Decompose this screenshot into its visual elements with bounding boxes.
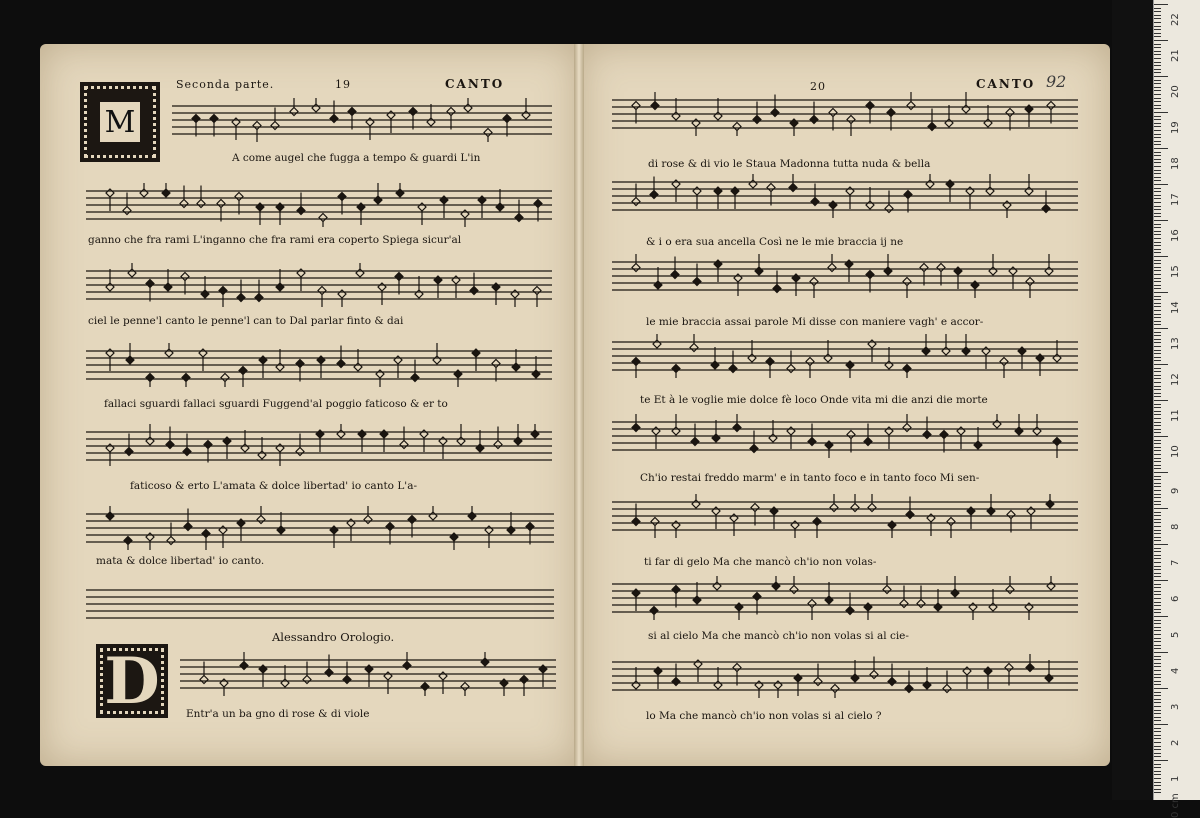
lyric-line: ciel le penne'l canto le penne'l can to Dal parlar finto & dai [88, 315, 404, 327]
ruler-tick [1154, 569, 1161, 570]
ruler-tick [1154, 616, 1168, 617]
ruler-tick [1154, 738, 1161, 739]
ruler-tick [1154, 90, 1161, 91]
ruler-tick [1154, 94, 1161, 95]
ruler-tick [1154, 681, 1161, 682]
ruler-tick [1154, 119, 1161, 120]
ruler-tick [1154, 141, 1161, 142]
music-staff [86, 343, 552, 387]
ruler-tick [1154, 44, 1161, 45]
ruler-tick [1154, 242, 1161, 243]
music-staff [612, 654, 1078, 698]
ruler-tick [1154, 756, 1161, 757]
ruler-tick [1154, 594, 1161, 595]
music-staff [310, 506, 554, 550]
ruler-tick [1154, 724, 1168, 725]
ruler-label: 6 [1170, 595, 1181, 602]
ruler-tick [1154, 760, 1168, 761]
ruler-tick [1154, 674, 1161, 675]
ruler-label: 15 [1170, 265, 1181, 278]
ruler-tick [1154, 634, 1161, 635]
ruler-label: 22 [1170, 13, 1181, 26]
ruler-tick [1154, 414, 1161, 415]
header-canto-right: CANTO [976, 77, 1036, 91]
ruler-tick [1154, 710, 1161, 711]
ruler-tick [1154, 29, 1161, 30]
ruler-label: 2 [1170, 739, 1181, 746]
ruler-tick [1154, 170, 1161, 171]
ruler-tick [1154, 652, 1168, 653]
ruler-tick [1154, 717, 1161, 718]
ruler-tick [1154, 206, 1161, 207]
ruler-tick [1154, 508, 1168, 509]
page-number-left: 19 [335, 78, 351, 91]
ruler-tick [1154, 785, 1161, 786]
ruler-tick [1154, 656, 1161, 657]
ruler-tick [1154, 263, 1161, 264]
ruler-tick [1154, 314, 1161, 315]
header-canto-left: CANTO [445, 77, 505, 91]
ruler-tick [1154, 346, 1161, 347]
ruler-tick [1154, 357, 1161, 358]
ruler-tick [1154, 638, 1161, 639]
ruler-tick [1154, 364, 1168, 365]
lyric-line: faticoso & erto L'amata & dolce libertad' io canto L'a- [130, 480, 418, 492]
ruler-tick [1154, 382, 1161, 383]
ruler-tick [1154, 393, 1161, 394]
music-staff [612, 334, 1078, 378]
ruler-tick [1154, 98, 1161, 99]
ruler-tick [1154, 281, 1161, 282]
lyric-line: le mie braccia assai parole Mi disse con maniere vagh' e accor- [646, 316, 984, 328]
ruler-tick [1154, 677, 1161, 678]
ruler-label: 13 [1170, 337, 1181, 350]
ruler-tick [1154, 123, 1161, 124]
ruler-tick [1154, 76, 1168, 77]
ruler-tick [1154, 270, 1161, 271]
ruler-tick [1154, 720, 1161, 721]
ruler-tick [1154, 4, 1168, 5]
ruler-tick [1154, 296, 1161, 297]
ruler-tick [1154, 771, 1161, 772]
measurement-ruler [1153, 0, 1200, 818]
ruler-tick [1154, 504, 1161, 505]
composer-name: Alessandro Orologio. [272, 630, 395, 644]
ruler-tick [1154, 746, 1161, 747]
ruler-tick [1154, 278, 1161, 279]
frame-edge [1112, 0, 1154, 800]
ruler-tick [1154, 692, 1161, 693]
ruler-tick [1154, 684, 1161, 685]
ruler-tick [1154, 245, 1161, 246]
ruler-tick [1154, 400, 1168, 401]
ruler-tick [1154, 231, 1161, 232]
ruler-tick [1154, 249, 1161, 250]
ruler-tick [1154, 353, 1161, 354]
ruler-tick [1154, 728, 1161, 729]
ruler-tick [1154, 490, 1161, 491]
ruler-tick [1154, 735, 1161, 736]
ruler-label: 4 [1170, 667, 1181, 674]
ruler-tick [1154, 587, 1161, 588]
ruler-tick [1154, 299, 1161, 300]
decorated-initial-d [96, 644, 168, 718]
ruler-tick [1154, 447, 1161, 448]
ruler-label: 14 [1170, 301, 1181, 314]
ruler-tick [1154, 461, 1161, 462]
lyric-line: ganno che fra rami L'inganno che fra rami era coperto Spiega sicur'al [88, 234, 462, 246]
ruler-label: 9 [1170, 487, 1181, 494]
music-staff [86, 263, 552, 307]
music-staff [86, 582, 554, 626]
ruler-tick [1154, 36, 1161, 37]
ruler-tick [1154, 213, 1161, 214]
music-staff [612, 576, 1078, 620]
ruler-tick [1154, 368, 1161, 369]
ruler-tick [1154, 252, 1161, 253]
ruler-tick [1154, 342, 1161, 343]
ruler-tick [1154, 429, 1161, 430]
lyric-line: A come augel che fugga a tempo & guardi L'in [232, 152, 481, 164]
ruler-tick [1154, 789, 1161, 790]
music-staff [86, 183, 552, 227]
ruler-tick [1154, 18, 1161, 19]
ruler-tick [1154, 386, 1161, 387]
ruler-label: 18 [1170, 157, 1181, 170]
ruler-tick [1154, 440, 1161, 441]
ruler-label: 20 [1170, 85, 1181, 98]
music-staff [612, 174, 1078, 218]
ruler-tick [1154, 105, 1161, 106]
ruler-tick [1154, 180, 1161, 181]
ruler-tick [1154, 702, 1161, 703]
initial-ornament [100, 648, 164, 714]
ruler-label: 17 [1170, 193, 1181, 206]
ruler-tick [1154, 152, 1161, 153]
ruler-tick [1154, 555, 1161, 556]
lyric-line: Ch'io restai freddo marm' e in tanto foco e in tanto foco Mi sen- [640, 472, 980, 484]
ruler-tick [1154, 792, 1161, 793]
ruler-tick [1154, 479, 1161, 480]
ruler-label: 0 cm [1170, 793, 1181, 818]
ruler-label: 12 [1170, 373, 1181, 386]
ruler-tick [1154, 303, 1161, 304]
ruler-tick [1154, 256, 1168, 257]
ruler-tick [1154, 350, 1161, 351]
ruler-tick [1154, 321, 1161, 322]
ruler-tick [1154, 137, 1161, 138]
music-staff [172, 98, 552, 142]
ruler-tick [1154, 58, 1161, 59]
initial-letter-m: M [100, 102, 140, 142]
ruler-tick [1154, 670, 1161, 671]
ruler-tick [1154, 530, 1161, 531]
ruler-tick [1154, 234, 1161, 235]
decorated-initial-m [80, 82, 160, 162]
ruler-tick [1154, 378, 1161, 379]
music-staff [612, 254, 1078, 298]
ruler-tick [1154, 526, 1161, 527]
ruler-tick [1154, 317, 1161, 318]
ruler-tick [1154, 605, 1161, 606]
ruler-tick [1154, 155, 1161, 156]
ruler-tick [1154, 15, 1161, 16]
ruler-tick [1154, 566, 1161, 567]
ruler-tick [1154, 774, 1161, 775]
ruler-tick [1154, 335, 1161, 336]
ruler-label: 5 [1170, 631, 1181, 638]
ruler-tick [1154, 731, 1161, 732]
ruler-tick [1154, 753, 1161, 754]
ruler-tick [1154, 573, 1161, 574]
ruler-tick [1154, 562, 1161, 563]
ruler-tick [1154, 389, 1161, 390]
ruler-tick [1154, 238, 1161, 239]
ruler-tick [1154, 695, 1161, 696]
ruler-tick [1154, 558, 1161, 559]
ruler-tick [1154, 80, 1161, 81]
ruler-tick [1154, 292, 1168, 293]
ruler-tick [1154, 648, 1161, 649]
lyric-line: Entr'a un ba gno di rose & di viole [186, 708, 370, 720]
ruler-tick [1154, 706, 1161, 707]
ruler-tick [1154, 551, 1161, 552]
ruler-tick [1154, 436, 1168, 437]
ruler-tick [1154, 533, 1161, 534]
initial-letter-d: D [104, 643, 160, 719]
ruler-tick [1154, 749, 1161, 750]
ruler-tick [1154, 162, 1161, 163]
ruler-tick [1154, 627, 1161, 628]
ruler-tick [1154, 512, 1161, 513]
ruler-tick [1154, 184, 1168, 185]
lyric-line: & i o era sua ancella Così ne le mie braccia ij ne [646, 236, 904, 248]
ruler-tick [1154, 742, 1161, 743]
ruler-tick [1154, 472, 1168, 473]
ruler-tick [1154, 645, 1161, 646]
ruler-tick [1154, 486, 1161, 487]
ruler-tick [1154, 522, 1161, 523]
ruler-tick [1154, 285, 1161, 286]
ruler-tick [1154, 450, 1161, 451]
ruler-tick [1154, 101, 1161, 102]
ruler-tick [1154, 220, 1168, 221]
handwritten-folio-number: 92 [1046, 72, 1067, 91]
ruler-tick [1154, 188, 1161, 189]
ruler-tick [1154, 198, 1161, 199]
music-staff [180, 652, 556, 696]
lyric-line: ti far di gelo Ma che mancò ch'io non volas- [644, 556, 877, 568]
ruler-tick [1154, 260, 1161, 261]
ruler-tick [1154, 209, 1161, 210]
ruler-tick [1154, 191, 1161, 192]
ruler-tick [1154, 699, 1161, 700]
ruler-tick [1154, 26, 1161, 27]
ruler-tick [1154, 177, 1161, 178]
ruler-tick [1154, 659, 1161, 660]
ruler-tick [1154, 544, 1168, 545]
lyric-line: fallaci sguardi fallaci sguardi Fuggend'al poggio faticoso & er to [104, 398, 448, 410]
ruler-tick [1154, 274, 1161, 275]
music-staff [86, 424, 552, 468]
ruler-label: 10 [1170, 445, 1181, 458]
ruler-tick [1154, 519, 1161, 520]
ruler-tick [1154, 602, 1161, 603]
ruler-tick [1154, 612, 1161, 613]
ruler-tick [1154, 778, 1161, 779]
ruler-tick [1154, 328, 1168, 329]
ruler-tick [1154, 371, 1161, 372]
ruler-tick [1154, 666, 1161, 667]
ruler-label: 7 [1170, 559, 1181, 566]
music-staff [612, 92, 1078, 136]
ruler-tick [1154, 116, 1161, 117]
ruler-label: 19 [1170, 121, 1181, 134]
ruler-tick [1154, 83, 1161, 84]
ruler-tick [1154, 324, 1161, 325]
ruler-tick [1154, 227, 1161, 228]
header-seconda-parte: Seconda parte. [176, 78, 275, 91]
ruler-tick [1154, 173, 1161, 174]
ruler-label: 21 [1170, 49, 1181, 62]
ruler-tick [1154, 576, 1161, 577]
ruler-tick [1154, 620, 1161, 621]
ruler-label: 3 [1170, 703, 1181, 710]
ruler-tick [1154, 515, 1161, 516]
ruler-tick [1154, 764, 1161, 765]
ruler-tick [1154, 22, 1161, 23]
ruler-tick [1154, 404, 1161, 405]
music-staff [612, 494, 1078, 538]
ruler-tick [1154, 432, 1161, 433]
ruler-tick [1154, 72, 1161, 73]
ruler-tick [1154, 497, 1161, 498]
ruler-tick [1154, 443, 1161, 444]
ruler-tick [1154, 267, 1161, 268]
ruler-tick [1154, 663, 1161, 664]
ruler-tick [1154, 458, 1161, 459]
ruler-tick [1154, 51, 1161, 52]
ruler-tick [1154, 134, 1161, 135]
ruler-tick [1154, 112, 1168, 113]
ruler-label: 1 [1170, 775, 1181, 782]
ruler-tick [1154, 65, 1161, 66]
ruler-tick [1154, 591, 1161, 592]
ruler-tick [1154, 224, 1161, 225]
music-staff [86, 506, 310, 550]
ruler-tick [1154, 33, 1161, 34]
ruler-tick [1154, 476, 1161, 477]
book-gutter [574, 44, 584, 766]
ruler-tick [1154, 54, 1161, 55]
ruler-tick [1154, 494, 1161, 495]
ruler-tick [1154, 360, 1161, 361]
ruler-tick [1154, 609, 1161, 610]
ruler-tick [1154, 108, 1161, 109]
ruler-tick [1154, 148, 1168, 149]
initial-ornament [84, 86, 156, 158]
ruler-tick [1154, 767, 1161, 768]
ruler-label: 11 [1170, 409, 1181, 422]
ruler-tick [1154, 8, 1161, 9]
ruler-tick [1154, 540, 1161, 541]
ruler-tick [1154, 630, 1161, 631]
ruler-tick [1154, 339, 1161, 340]
ruler-tick [1154, 310, 1161, 311]
ruler-tick [1154, 418, 1161, 419]
ruler-tick [1154, 144, 1161, 145]
lyric-line: mata & dolce libertad' io canto. [96, 555, 265, 567]
ruler-tick [1154, 130, 1161, 131]
ruler-tick [1154, 306, 1161, 307]
ruler-tick [1154, 580, 1168, 581]
ruler-label: 16 [1170, 229, 1181, 242]
ruler-tick [1154, 623, 1161, 624]
ruler-tick [1154, 69, 1161, 70]
ruler-tick [1154, 454, 1161, 455]
ruler-tick [1154, 411, 1161, 412]
ruler-tick [1154, 537, 1161, 538]
ruler-tick [1154, 641, 1161, 642]
lyric-line: lo Ma che mancò ch'io non volas si al cielo ? [646, 710, 882, 722]
ruler-tick [1154, 468, 1161, 469]
ruler-tick [1154, 584, 1161, 585]
ruler-tick [1154, 87, 1161, 88]
ruler-tick [1154, 40, 1168, 41]
ruler-tick [1154, 288, 1161, 289]
ruler-tick [1154, 332, 1161, 333]
music-staff [612, 414, 1078, 458]
ruler-tick [1154, 407, 1161, 408]
ruler-tick [1154, 195, 1161, 196]
ruler-tick [1154, 216, 1161, 217]
ruler-tick [1154, 47, 1161, 48]
ruler-tick [1154, 62, 1161, 63]
ruler-tick [1154, 501, 1161, 502]
ruler-tick [1154, 375, 1161, 376]
ruler-tick [1154, 202, 1161, 203]
ruler-tick [1154, 11, 1161, 12]
ruler-tick [1154, 688, 1168, 689]
page-number-right: 20 [810, 80, 826, 93]
ruler-tick [1154, 396, 1161, 397]
ruler-tick [1154, 166, 1161, 167]
ruler-tick [1154, 713, 1161, 714]
ruler-label: 8 [1170, 523, 1181, 530]
ruler-tick [1154, 598, 1161, 599]
ruler-tick [1154, 425, 1161, 426]
ruler-tick [1154, 782, 1161, 783]
lyric-line: di rose & di vio le Staua Madonna tutta nuda & bella [648, 158, 931, 170]
ruler-tick [1154, 126, 1161, 127]
ruler-tick [1154, 422, 1161, 423]
ruler-tick [1154, 483, 1161, 484]
lyric-line: si al cielo Ma che mancò ch'io non volas si al cie- [648, 630, 909, 642]
ruler-tick [1154, 548, 1161, 549]
ruler-tick [1154, 465, 1161, 466]
lyric-line: te Et à le voglie mie dolce fè loco Onde vita mi die anzi die morte [640, 394, 988, 406]
ruler-tick [1154, 159, 1161, 160]
